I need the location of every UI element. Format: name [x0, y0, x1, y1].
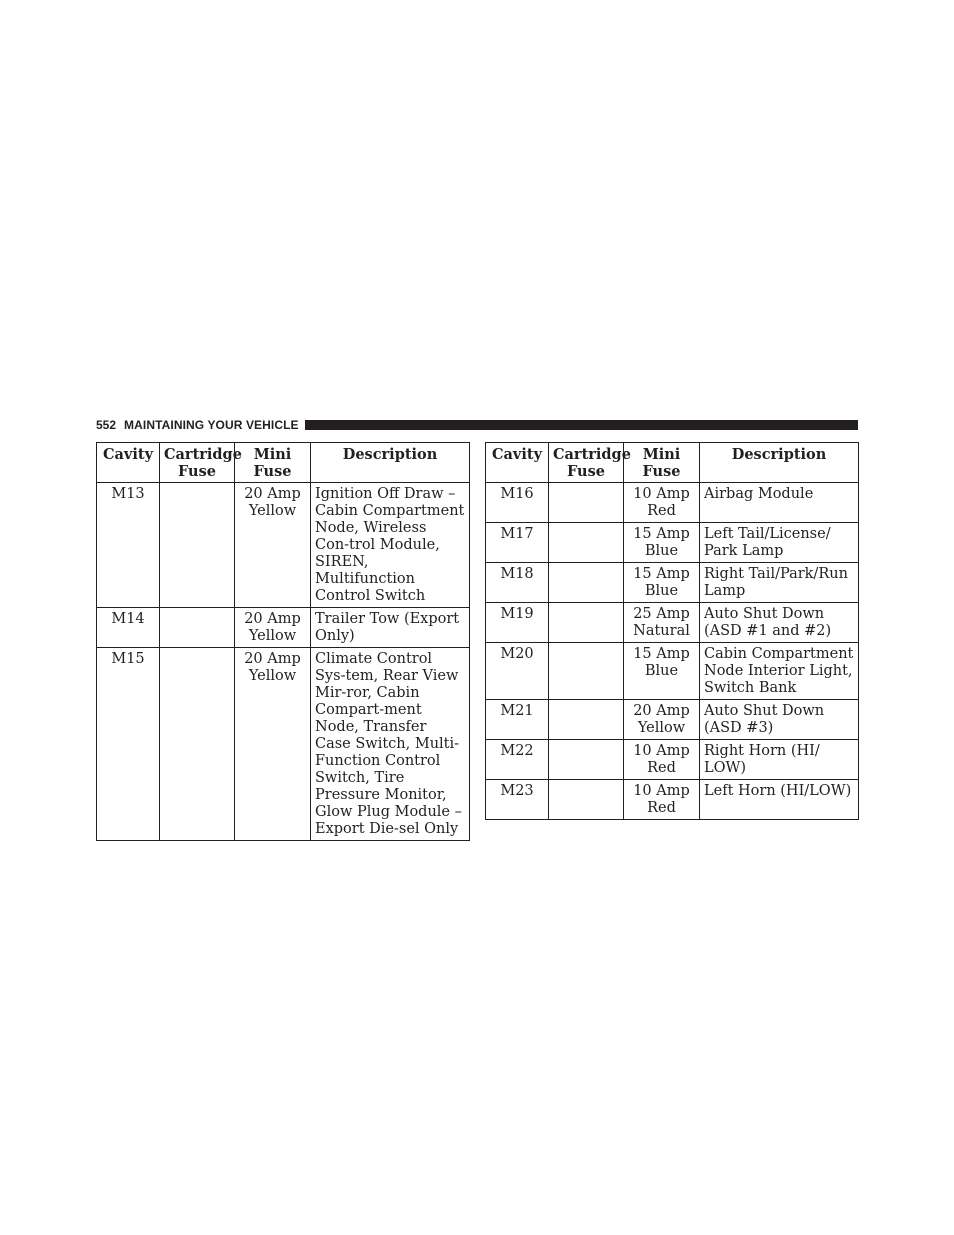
description-cell: Climate Control Sys-tem, Rear View Mir-ror, Cabin Compart-ment Node, Transfer Case Switch, Multi-Function Control Switch, Tire Pressure Monitor, Glow Plug Module – Export Die-sel Only	[311, 648, 470, 841]
mini-fuse-cell: 10 Amp Red	[624, 740, 700, 780]
cavity-cell: M19	[486, 603, 549, 643]
table-row	[486, 563, 859, 603]
cartridge-fuse-cell	[549, 483, 624, 523]
cavity-cell: M17	[486, 523, 549, 563]
table-row	[486, 700, 859, 740]
mini-fuse-cell: 20 Amp Yellow	[624, 700, 700, 740]
table-row	[486, 740, 859, 780]
table-row	[486, 603, 859, 643]
section-title: MAINTAINING YOUR VEHICLE	[124, 418, 299, 432]
table-header-row	[486, 443, 859, 483]
header-cavity: Cavity	[97, 443, 160, 483]
mini-fuse-cell: 15 Amp Blue	[624, 643, 700, 700]
table-row	[486, 780, 859, 820]
description-cell: Auto Shut Down (ASD #3)	[700, 700, 859, 740]
cavity-cell: M20	[486, 643, 549, 700]
mini-fuse-cell: 10 Amp Red	[624, 780, 700, 820]
cavity-cell: M13	[97, 483, 160, 608]
description-cell: Left Tail/License/ Park Lamp	[700, 523, 859, 563]
mini-fuse-cell: 10 Amp Red	[624, 483, 700, 523]
description-cell: Left Horn (HI/LOW)	[700, 780, 859, 820]
header-cartridge-fuse: Cartridge Fuse	[549, 443, 624, 483]
cartridge-fuse-cell	[549, 700, 624, 740]
table-header-row	[97, 443, 470, 483]
description-cell: Airbag Module	[700, 483, 859, 523]
mini-fuse-cell: 20 Amp Yellow	[235, 648, 311, 841]
header-mini-fuse: Mini Fuse	[235, 443, 311, 483]
header-description: Description	[311, 443, 470, 483]
description-cell: Cabin Compartment Node Interior Light, Switch Bank	[700, 643, 859, 700]
cavity-cell: M16	[486, 483, 549, 523]
cartridge-fuse-cell	[160, 483, 235, 608]
fuse-table-right	[485, 442, 859, 820]
fuse-table-left	[96, 442, 470, 841]
cavity-cell: M21	[486, 700, 549, 740]
cavity-cell: M15	[97, 648, 160, 841]
header-cavity: Cavity	[486, 443, 549, 483]
cartridge-fuse-cell	[549, 740, 624, 780]
description-cell: Ignition Off Draw – Cabin Compartment Node, Wireless Con-trol Module, SIREN, Multifunction Control Switch	[311, 483, 470, 608]
header-mini-fuse: Mini Fuse	[624, 443, 700, 483]
description-cell: Right Horn (HI/ LOW)	[700, 740, 859, 780]
cavity-cell: M14	[97, 608, 160, 648]
cartridge-fuse-cell	[549, 523, 624, 563]
page-header	[96, 417, 858, 433]
mini-fuse-cell: 25 Amp Natural	[624, 603, 700, 643]
description-cell: Auto Shut Down (ASD #1 and #2)	[700, 603, 859, 643]
header-rule	[305, 420, 858, 430]
cartridge-fuse-cell	[160, 648, 235, 841]
cartridge-fuse-cell	[549, 603, 624, 643]
table-row	[486, 483, 859, 523]
mini-fuse-cell: 15 Amp Blue	[624, 523, 700, 563]
cavity-cell: M18	[486, 563, 549, 603]
table-row	[486, 643, 859, 700]
table-row	[97, 483, 470, 608]
page-number: 552	[96, 418, 117, 432]
cavity-cell: M23	[486, 780, 549, 820]
cavity-cell: M22	[486, 740, 549, 780]
cartridge-fuse-cell	[549, 780, 624, 820]
mini-fuse-cell: 20 Amp Yellow	[235, 483, 311, 608]
header-description: Description	[700, 443, 859, 483]
table-row	[486, 523, 859, 563]
cartridge-fuse-cell	[160, 608, 235, 648]
description-cell: Right Tail/Park/Run Lamp	[700, 563, 859, 603]
mini-fuse-cell: 20 Amp Yellow	[235, 608, 311, 648]
cartridge-fuse-cell	[549, 643, 624, 700]
table-row	[97, 608, 470, 648]
description-cell: Trailer Tow (Export Only)	[311, 608, 470, 648]
table-row	[97, 648, 470, 841]
mini-fuse-cell: 15 Amp Blue	[624, 563, 700, 603]
cartridge-fuse-cell	[549, 563, 624, 603]
header-cartridge-fuse: Cartridge Fuse	[160, 443, 235, 483]
